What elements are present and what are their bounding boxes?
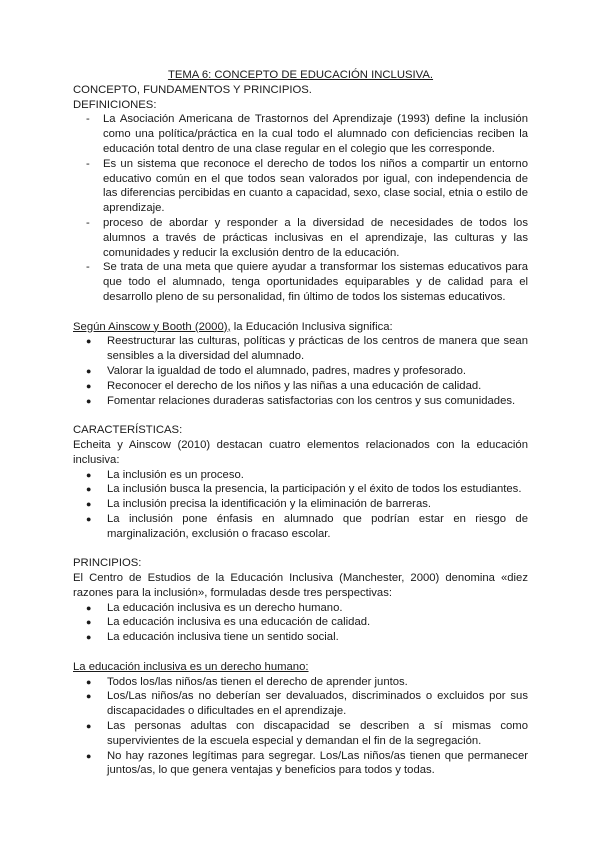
list-item: ● La educación inclusiva es una educación de calidad. bbox=[86, 616, 371, 629]
list-item: ● Los/Las niños/as no deberían ser devaluados, discriminados o excluidos por sus discapacidades o dificultades en el aprendizaje. bbox=[86, 690, 528, 718]
list-item: ● Todos los/las niños/as tienen el derecho de aprender juntos. bbox=[86, 675, 408, 688]
ainscow-intro: Según Ainscow y Booth (2000), la Educación Inclusiva significa: bbox=[73, 320, 393, 333]
list-item: - Se trata de una meta que quiere ayudar a transformar los sistemas educativos para que todo el alumnado, tenga oportunidades equiparables y de calidad para el desarrollo pleno de su personalidad, fin último de todos los sistemas educativos. bbox=[86, 261, 528, 303]
list-item: ● Reestructurar las culturas, políticas y prácticas de los centros de manera que sean sensibles a la diversidad del alumnado. bbox=[86, 335, 528, 363]
list-item: ● La inclusión pone énfasis en alumnado que podrían estar en riesgo de marginalización, exclusión o fracaso escolar. bbox=[86, 512, 528, 540]
list-item: ● La inclusión busca la presencia, la participación y el éxito de todos los estudiantes. bbox=[86, 483, 522, 496]
list-item: ● Reconocer el derecho de los niños y las niñas a una educación de calidad. bbox=[86, 379, 482, 392]
definiciones-heading: DEFINICIONES: bbox=[73, 98, 157, 111]
caracteristicas-list bbox=[73, 468, 528, 542]
list-item: - proceso de abordar y responder a la diversidad de necesidades de todos los alumnos a través de prácticas inclusivas en el aprendizaje, las culturas y las comunidades y reducir la exclusión dentro de la educación. bbox=[86, 216, 528, 259]
definiciones-list bbox=[73, 112, 528, 304]
principios-intro: El Centro de Estudios de la Educación Inclusiva (Manchester, 2000) denomina «diez razones para la inclusión», formuladas desde tres perspectivas: bbox=[73, 572, 528, 599]
list-item: ● Fomentar relaciones duraderas satisfactorias con los centros y sus comunidades. bbox=[86, 394, 516, 407]
derecho-heading: La educación inclusiva es un derecho humano: bbox=[73, 660, 309, 673]
principios-heading: PRINCIPIOS: bbox=[73, 557, 142, 570]
caracteristicas-intro: Echeita y Ainscow (2010) destacan cuatro elementos relacionados con la educación inclusiva: bbox=[73, 438, 528, 466]
list-item: ● No hay razones legítimas para segregar. Los/Las niños/as tienen que permanecer juntos/as, lo que genera ventajas y beneficios para todos y todas. bbox=[86, 749, 528, 777]
list-item: ● La inclusión es un proceso. bbox=[86, 468, 244, 481]
list-item: - La Asociación Americana de Trastornos del Aprendizaje (1993) define la inclusión como una política/práctica en la cual todo el alumnado con deficiencias reciben la educación total dentro de una clase regular en el colegio que les corresponde. bbox=[86, 113, 528, 155]
derecho-list bbox=[73, 675, 528, 779]
list-item: ● La educación inclusiva es un derecho humano. bbox=[86, 601, 343, 614]
caracteristicas-heading: CARACTERÍSTICAS: bbox=[73, 424, 183, 437]
ainscow-citation: Según Ainscow y Booth (2000), bbox=[73, 320, 231, 333]
principios-list bbox=[73, 601, 528, 645]
list-item: - Es un sistema que reconoce el derecho de todos los niños a compartir un entorno educativo común en el que todos sean valorados por igual, con independencia de las diferencias percibidas en cuanto a capacidad, sexo, clase social, etnia o estilo de aprendizaje. bbox=[86, 157, 528, 215]
list-item: ● La educación inclusiva tiene un sentido social. bbox=[86, 631, 339, 644]
document-subtitle: CONCEPTO, FUNDAMENTOS Y PRINCIPIOS. bbox=[73, 83, 312, 96]
list-item: ● Valorar la igualdad de todo el alumnado, padres, madres y profesorado. bbox=[86, 364, 467, 377]
ainscow-list bbox=[73, 334, 528, 408]
list-item: ● La inclusión precisa la identificación y la eliminación de barreras. bbox=[86, 498, 432, 511]
list-item: ● Las personas adultas con discapacidad se describen a sí mismas como supervivientes de la escuela especial y demandan el fin de la segregación. bbox=[86, 720, 528, 747]
document-title: TEMA 6: CONCEPTO DE EDUCACIÓN INCLUSIVA. bbox=[167, 69, 434, 81]
